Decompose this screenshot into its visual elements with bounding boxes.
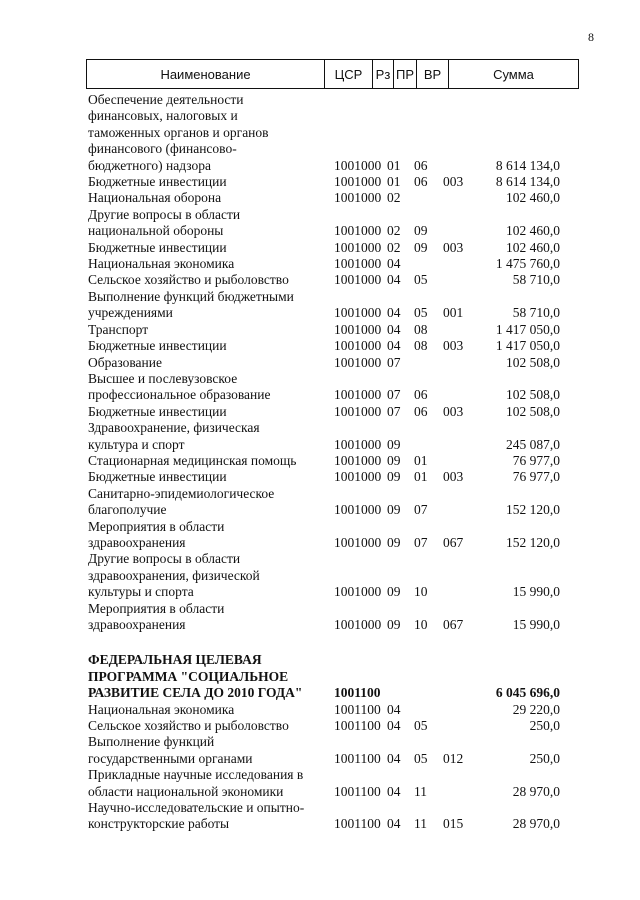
table-body [88,92,560,833]
row-name-line: РАЗВИТИЕ СЕЛА ДО 2010 ГОДА" [88,685,303,701]
row-csr: 1001000 [334,321,382,337]
row-rz: 09 [387,502,401,518]
row-sum: 6 045 696,0 [495,685,560,701]
row-rz: 02 [387,190,401,206]
table-row [88,453,560,469]
row-csr: 1001000 [334,239,382,255]
row-name [88,371,324,404]
table-row [88,404,560,420]
row-codes [334,190,560,206]
row-rz: 01 [387,157,401,173]
row-sum: 8 614 134,0 [495,157,560,173]
table-row [88,652,560,701]
row-codes [334,404,560,420]
row-csr: 1001100 [334,750,381,766]
row-name-line: Высшее и послевузовское [88,370,238,386]
row-name [88,702,324,718]
row-pr: 06 [414,387,428,403]
row-sum: 1 417 050,0 [495,321,560,337]
row-codes [334,617,560,633]
row-name [88,767,324,800]
table-row [88,355,560,371]
row-pr: 10 [414,584,428,600]
row-name [88,800,324,833]
row-pr: 05 [414,272,428,288]
table-row [88,338,560,354]
table-row [88,420,560,453]
row-rz: 09 [387,469,401,485]
row-sum: 15 990,0 [512,584,560,600]
table-row [88,601,560,634]
row-sum: 28 970,0 [512,783,560,799]
row-codes [334,305,560,321]
row-rz: 07 [387,403,401,419]
row-codes [334,718,560,734]
row-name [88,601,324,634]
row-name-line: Научно-исследовательские и опытно- [88,800,305,816]
row-name-line: Мероприятия в области [88,518,225,534]
row-codes [334,784,560,800]
column-header-sum: Сумма [493,66,534,82]
row-sum: 8 614 134,0 [495,174,560,190]
row-rz: 04 [387,750,401,766]
row-sum: 152 120,0 [506,534,560,550]
row-codes [334,584,560,600]
row-name-line: Бюджетные инвестиции [88,469,227,485]
row-rz: 07 [387,387,401,403]
row-pr: 06 [414,403,428,419]
row-codes [334,702,560,718]
row-rz: 04 [387,816,401,832]
row-sum: 58 710,0 [512,305,560,321]
row-sum: 76 977,0 [512,469,560,485]
row-sum: 102 508,0 [506,403,560,419]
row-sum: 102 460,0 [506,190,560,206]
row-rz: 04 [387,321,401,337]
row-name-line: Выполнение функций [88,734,215,750]
row-pr: 05 [414,750,428,766]
row-csr: 1001000 [334,452,382,468]
row-name-line: Национальная экономика [88,256,235,272]
row-pr: 11 [414,816,427,832]
row-csr: 1001100 [334,685,381,701]
row-csr: 1001000 [334,436,382,452]
row-csr: 1001100 [334,718,381,734]
row-vr: 067 [443,617,464,632]
row-pr: 10 [414,617,428,632]
row-csr: 1001100 [334,701,381,717]
table-row [88,551,560,600]
row-codes [334,240,560,256]
row-name-line: культура и спорт [88,436,185,452]
table-row [88,519,560,552]
row-codes [334,685,560,701]
row-vr: 067 [443,534,464,550]
row-csr: 1001000 [334,223,382,239]
table-row [88,767,560,800]
table-row [88,190,560,206]
row-pr: 01 [414,469,428,485]
row-name-line: области национальной экономики [88,783,284,799]
row-codes [334,502,560,518]
row-name-line: Бюджетные инвестиции [88,174,227,190]
row-sum: 250,0 [529,718,560,734]
row-vr: 003 [443,403,464,419]
row-csr: 1001000 [334,387,382,403]
row-pr: 11 [414,783,427,799]
table-row [88,174,560,190]
row-name-line: Выполнение функций бюджетными [88,288,294,304]
row-codes [334,322,560,338]
row-pr: 01 [414,452,428,468]
row-name-line: Прикладные научные исследования в [88,767,304,783]
row-pr: 09 [414,239,428,255]
row-name-line: Мероприятия в области [88,600,225,616]
row-rz: 04 [387,718,401,734]
row-sum: 102 460,0 [506,223,560,239]
row-sum: 15 990,0 [512,617,560,632]
row-name-line: Образование [88,354,162,370]
row-name-line: Другие вопросы в области [88,206,241,222]
row-rz: 04 [387,272,401,288]
row-csr: 1001000 [334,190,382,206]
row-name-line: учреждениями [88,305,173,321]
row-name-line: конструкторские работы [88,816,230,832]
page-number: 8 [588,30,594,44]
table-row [88,486,560,519]
row-csr: 1001000 [334,174,382,190]
table-row [88,718,560,734]
row-name-line: культуры и спорта [88,584,194,600]
row-pr: 06 [414,174,428,190]
row-csr: 1001000 [334,617,382,632]
row-name [88,469,324,485]
table-row [88,289,560,322]
row-name-line: Национальная оборона [88,190,222,206]
row-sum: 245 087,0 [506,436,560,452]
row-rz: 09 [387,617,401,632]
table-row [88,207,560,240]
row-csr: 1001000 [334,354,382,370]
row-rz: 09 [387,436,401,452]
row-codes [334,816,560,832]
row-codes [334,272,560,288]
row-name-line: национальной обороны [88,223,224,239]
row-vr: 003 [443,469,464,485]
table-row [88,734,560,767]
row-name-line: ПРОГРАММА "СОЦИАЛЬНОЕ [88,668,289,684]
row-codes [334,469,560,485]
row-name-line: Стационарная медицинская помощь [88,452,297,468]
row-name-line: финансовых, налоговых и [88,108,238,124]
row-name-line: Санитарно-эпидемиологическое [88,485,275,501]
row-name-line: бюджетного) надзора [88,157,211,173]
row-csr: 1001000 [334,305,382,321]
row-name-line: Бюджетные инвестиции [88,403,227,419]
row-name [88,256,324,272]
row-rz: 04 [387,338,401,354]
row-csr: 1001000 [334,403,382,419]
row-name-line: таможенных органов и органов [88,124,269,140]
row-name [88,718,324,734]
row-vr: 015 [443,816,464,832]
row-sum: 102 508,0 [506,354,560,370]
table-row [88,322,560,338]
row-codes [334,174,560,190]
row-name [88,355,324,371]
row-csr: 1001000 [334,584,382,600]
row-pr: 05 [414,305,428,321]
row-sum: 1 475 760,0 [495,256,560,272]
column-header-pr: ПР [394,60,417,88]
row-name [88,289,324,322]
row-rz: 09 [387,584,401,600]
table-header [86,59,579,89]
row-codes [334,158,560,174]
row-csr: 1001100 [334,783,381,799]
row-rz: 04 [387,783,401,799]
row-sum: 102 460,0 [506,239,560,255]
row-codes [334,535,560,551]
row-name-line: Обеспечение деятельности [88,92,244,107]
row-rz: 09 [387,534,401,550]
row-vr: 003 [443,338,464,354]
row-name [88,652,328,701]
row-name-line: государственными органами [88,750,253,766]
row-codes [334,751,560,767]
row-sum: 1 417 050,0 [495,338,560,354]
row-sum: 28 970,0 [512,816,560,832]
row-vr: 003 [443,174,464,190]
row-rz: 02 [387,239,401,255]
row-name-line: Национальная экономика [88,701,235,717]
row-pr: 08 [414,338,428,354]
row-codes [334,256,560,272]
row-name-line: здравоохранения [88,534,186,550]
row-name [88,486,324,519]
row-name [88,453,324,469]
row-rz: 04 [387,305,401,321]
row-name [88,420,324,453]
row-pr: 07 [414,502,428,518]
row-vr: 003 [443,239,464,255]
row-csr: 1001000 [334,272,382,288]
row-pr: 05 [414,718,428,734]
row-sum: 250,0 [529,750,560,766]
row-pr: 06 [414,157,428,173]
row-csr: 1001000 [334,534,382,550]
row-codes [334,437,560,453]
table-row [88,92,560,174]
table-row [88,800,560,833]
row-name-line: Здравоохранение, физическая [88,420,260,436]
row-name [88,322,324,338]
row-name [88,92,324,174]
row-codes [334,223,560,239]
row-vr: 012 [443,750,464,766]
table-row [88,240,560,256]
row-name-line: финансового (финансово- [88,141,237,157]
row-csr: 1001000 [334,502,382,518]
row-name [88,207,324,240]
row-sum: 152 120,0 [506,502,560,518]
row-vr: 001 [443,305,464,321]
table-row [88,272,560,288]
row-codes [334,387,560,403]
row-name-line: Транспорт [88,321,149,337]
row-name-line: профессиональное образование [88,387,271,403]
column-header-vr: ВР [417,60,449,88]
row-sum: 102 508,0 [506,387,560,403]
row-rz: 04 [387,701,401,717]
column-header-csr: ЦСР [325,60,373,88]
row-sum: 76 977,0 [512,452,560,468]
row-name [88,190,324,206]
row-pr: 08 [414,321,428,337]
row-name [88,272,324,288]
table-row [88,256,560,272]
row-name [88,338,324,354]
row-name-line: Бюджетные инвестиции [88,239,227,255]
row-rz: 04 [387,256,401,272]
table-row [88,469,560,485]
table-row [88,371,560,404]
row-name [88,240,324,256]
row-csr: 1001000 [334,157,382,173]
table-row [88,702,560,718]
row-name [88,734,324,767]
row-csr: 1001100 [334,816,381,832]
row-name-line: здравоохранения [88,617,186,632]
column-header-name: Наименование [87,60,325,88]
row-name-line: Другие вопросы в области [88,551,241,567]
row-codes [334,338,560,354]
row-name-line: Сельское хозяйство и рыболовство [88,718,289,734]
row-rz: 02 [387,223,401,239]
row-rz: 01 [387,174,401,190]
row-rz: 09 [387,452,401,468]
row-csr: 1001000 [334,338,382,354]
row-codes [334,355,560,371]
row-pr: 09 [414,223,428,239]
row-name [88,404,324,420]
column-header-rz: Рз [373,60,394,88]
row-name-line: ФЕДЕРАЛЬНАЯ ЦЕЛЕВАЯ [88,652,262,668]
row-rz: 07 [387,354,401,370]
row-csr: 1001000 [334,256,382,272]
row-sum: 29 220,0 [512,701,560,717]
row-name-line: Сельское хозяйство и рыболовство [88,272,289,288]
row-name-line: благополучие [88,502,167,518]
row-name-line: здравоохранения, физической [88,567,260,583]
row-name-line: Бюджетные инвестиции [88,338,227,354]
row-name [88,519,324,552]
row-codes [334,453,560,469]
row-name [88,551,324,600]
row-pr: 07 [414,534,428,550]
row-name [88,174,324,190]
row-sum: 58 710,0 [512,272,560,288]
row-csr: 1001000 [334,469,382,485]
